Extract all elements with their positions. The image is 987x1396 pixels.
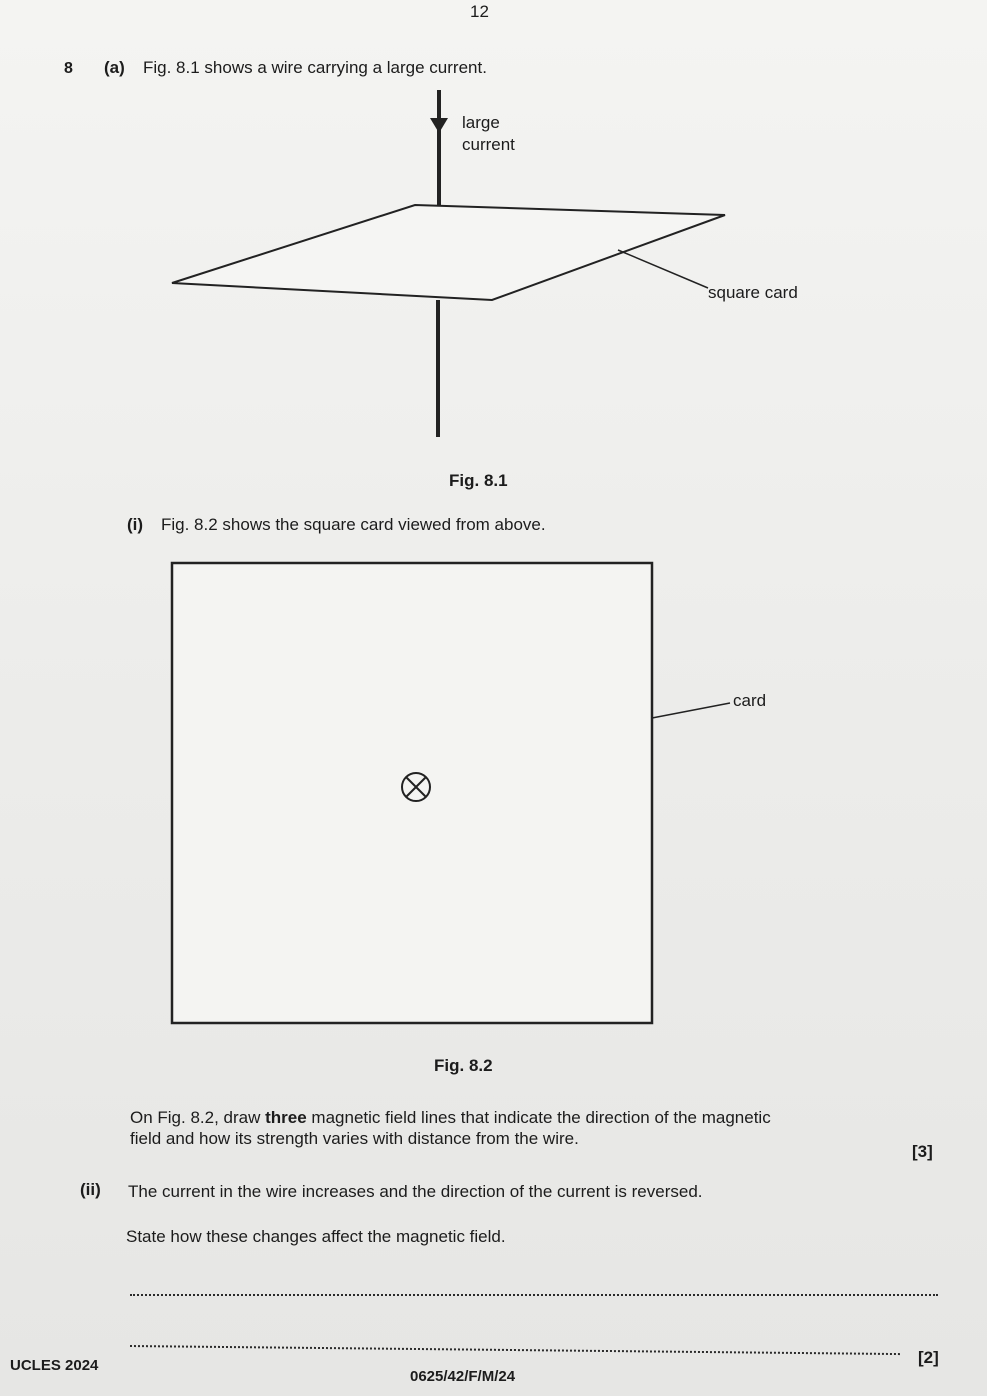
card-top-view <box>172 563 652 1023</box>
instruction-post: magnetic field lines that indicate the direction of the magnetic <box>306 1108 771 1127</box>
marks-i: [3] <box>912 1142 933 1161</box>
instruction-line1 <box>130 1108 771 1128</box>
card-leader <box>652 703 730 718</box>
fig-8-1-caption: Fig. 8.1 <box>449 471 508 490</box>
part-ii-label: (ii) <box>80 1180 101 1199</box>
current-label-line1: large <box>462 113 500 132</box>
square-card-shape <box>172 205 725 300</box>
answer-line-1[interactable] <box>130 1293 938 1296</box>
part-ii-prompt: State how these changes affect the magnetic field. <box>126 1227 506 1246</box>
part-a-text: Fig. 8.1 shows a wire carrying a large current. <box>143 58 487 77</box>
footer-code: 0625/42/F/M/24 <box>410 1368 516 1385</box>
card-label: card <box>733 691 767 710</box>
square-card-label: square card <box>708 283 798 302</box>
marks-ii: [2] <box>918 1348 939 1367</box>
current-arrow-icon <box>430 118 448 133</box>
fig-8-2-caption: Fig. 8.2 <box>434 1056 493 1075</box>
footer-copyright: UCLES 2024 <box>10 1357 99 1374</box>
part-i-label: (i) <box>127 515 144 534</box>
instruction-bold: three <box>265 1108 307 1127</box>
instruction-pre: On Fig. 8.2, draw <box>130 1108 266 1127</box>
current-label-line2: current <box>462 135 515 154</box>
page-number: 12 <box>470 2 489 21</box>
question-number: 8 <box>64 60 73 77</box>
instruction-line2: field and how its strength varies with distance from the wire. <box>130 1129 579 1148</box>
part-i-text: Fig. 8.2 shows the square card viewed from above. <box>161 515 546 534</box>
square-card-leader <box>618 250 708 288</box>
part-ii-text: The current in the wire increases and the direction of the current is reversed. <box>128 1182 703 1201</box>
part-a-label: (a) <box>104 58 125 77</box>
